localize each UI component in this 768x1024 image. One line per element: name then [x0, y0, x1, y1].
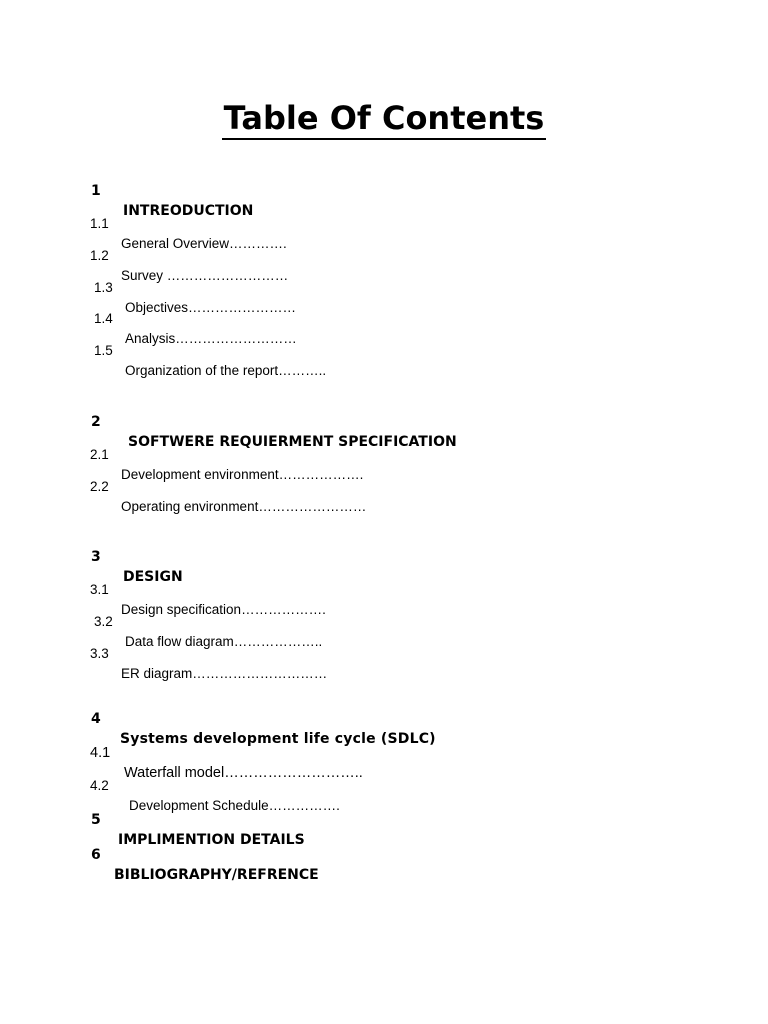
item-number: 2.1	[90, 447, 109, 462]
item-number: 4.2	[90, 778, 109, 793]
item-text: ER diagram…………………………	[121, 666, 328, 681]
item-number: 3.1	[90, 582, 109, 597]
section-number: 4	[91, 711, 101, 727]
item-number: 3.2	[94, 614, 113, 629]
item-text: Waterfall model………………………..	[124, 765, 363, 781]
section-title: BIBLIOGRAPHY/REFRENCE	[114, 867, 319, 883]
item-text: Operating environment……………………	[121, 499, 367, 514]
item-text: Organization of the report………..	[125, 363, 327, 378]
item-number: 1.2	[90, 248, 109, 263]
item-text: Development Schedule…………….	[129, 798, 340, 813]
item-number: 1.5	[94, 343, 113, 358]
item-text: Objectives……………………	[125, 300, 297, 315]
document-title	[0, 96, 768, 140]
item-number: 1.1	[90, 216, 109, 231]
section-number: 6	[91, 847, 101, 863]
item-text: Analysis………………………	[125, 331, 297, 346]
item-number: 1.4	[94, 311, 113, 326]
item-number: 4.1	[90, 745, 111, 761]
document-title-text: Table Of Contents	[222, 98, 547, 140]
section-title: DESIGN	[123, 569, 183, 585]
item-text: Design specification……………….	[121, 602, 326, 617]
item-number: 1.3	[94, 280, 113, 295]
section-number: 2	[91, 414, 101, 430]
item-number: 3.3	[90, 646, 109, 661]
section-number: 1	[91, 183, 101, 199]
item-text: General Overview………….	[121, 236, 287, 251]
section-title: IMPLIMENTION DETAILS	[118, 832, 305, 848]
item-text: Development environment……………….	[121, 467, 364, 482]
item-text: Survey ………………………	[121, 268, 289, 283]
item-number: 2.2	[90, 479, 109, 494]
section-number: 5	[91, 812, 101, 828]
section-title: SOFTWERE REQUIERMENT SPECIFICATION	[128, 434, 457, 450]
section-number: 3	[91, 549, 101, 565]
item-text: Data flow diagram………………..	[125, 634, 323, 649]
section-title: INTREODUCTION	[123, 203, 254, 219]
section-title: Systems development life cycle (SDLC)	[120, 731, 436, 747]
